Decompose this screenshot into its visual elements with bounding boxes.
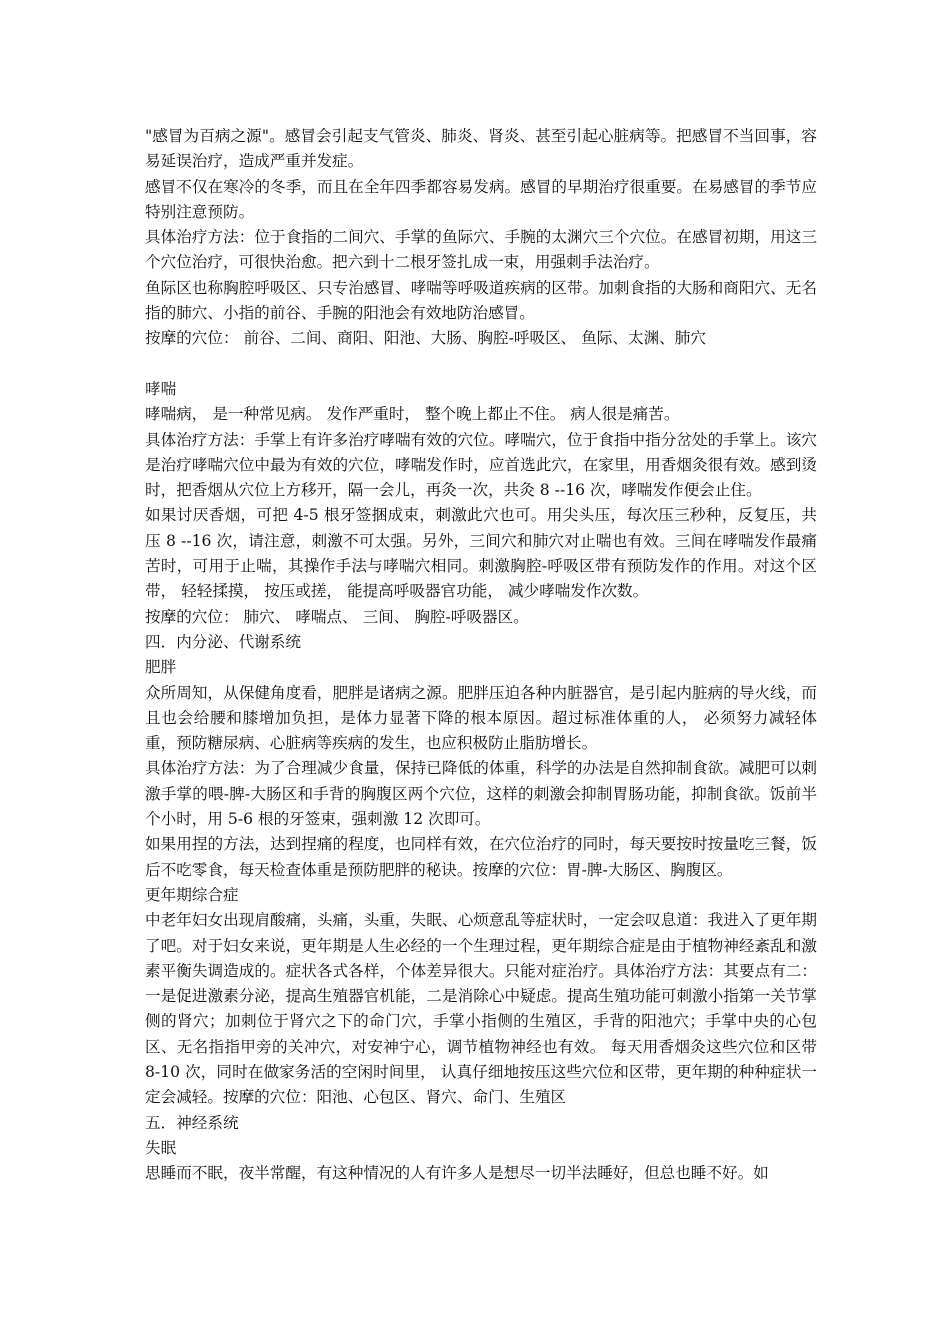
heading-nervous-section: 五．神经系统 — [145, 1113, 239, 1132]
paragraph-cold-treatment: 具体治疗方法：位于食指的二间穴、手掌的鱼际穴、手腕的太渊穴三个穴位。在感冒初期，用这三个穴位治疗，可很快治愈。把六到十二根牙签扎成一束，用强刺手法治疗。 — [145, 228, 817, 272]
paragraph-menopause: 中老年妇女出现肩酸痛，头痛，头重，失眠、心烦意乱等症状时，一定会叹息道：我进入了更年期了吧。对于妇女来说，更年期是人生必经的一个生理过程，更年期综合症是由于植物神经紊乱和激素平衡失调造成的。症状各式各样，个体差异很大。只能对症治疗。具体治疗方法：其要点有二：一是促进激素分泌，提高生殖器官机能，二是消除心中疑虑。提高生殖功能可刺激小指第一关节掌侧的肾穴；加刺位于肾穴之下的命门穴，手掌小指侧的生殖区，手背的阳池穴；手掌中央的心包区、无名指指甲旁的关冲穴，对安神宁心，调节植物神经也有效。 每天用香烟灸这些穴位和区带 8-10 次，同时在做家务活的空闲时间里， 认真仔细地按压这些穴位和区带，更年期的种种症状一定会减轻。按摩的穴位：阳池、心包区、肾穴、命门、生殖区 — [145, 911, 817, 1107]
paragraph-asthma-treatment: 具体治疗方法：手掌上有许多治疗哮喘有效的穴位。哮喘穴，位于食指中指分岔处的手掌上。该穴是治疗哮喘穴位中最为有效的穴位，哮喘发作时，应首选此穴，在家里，用香烟灸很有效。感到烫时，把香烟从穴位上方移开，隔一会儿，再灸一次，共灸 8 --16 次，哮喘发作便会止住。 — [145, 430, 817, 500]
paragraph-obesity-treatment: 具体治疗方法：为了合理减少食量，保持已降低的体重，科学的办法是自然抑制食欲。减肥可以刺激手掌的喂-脾-大肠区和手背的胸腹区两个穴位，这样的刺激会抑制胃肠功能，抑制食欲。饭前半个小时，用 5-6 根的牙签束，强刺激 12 次即可。 — [145, 759, 817, 829]
paragraph-cold-points: 按摩的穴位： 前谷、二间、商阳、阳池、大肠、胸腔-呼吸区、 鱼际、太渊、肺穴 — [145, 329, 706, 348]
paragraph-insomnia-intro: 思睡而不眠，夜半常醒，有这种情况的人有许多人是想尽一切半法睡好，但总也睡不好。如 — [145, 1164, 769, 1183]
paragraph-cold-fish-area: 鱼际区也称胸腔呼吸区、只专治感冒、哮喘等呼吸道疾病的区带。加刺食指的大肠和商阳穴、无名指的肺穴、小指的前谷、手腕的阳池会有效地防治感冒。 — [145, 278, 817, 323]
heading-asthma: 哮喘 — [145, 379, 177, 398]
heading-endocrine-section: 四．内分泌、代谢系统 — [145, 632, 301, 651]
paragraph-cold-seasons: 感冒不仅在寒冷的冬季，而且在全年四季都容易发病。感冒的早期治疗很重要。在易感冒的季节应特别注意预防。 — [145, 177, 817, 221]
paragraph-obesity-pinch: 如果用捏的方法，达到捏痛的程度，也同样有效，在穴位治疗的同时，每天要按时按量吃三餐，饭后不吃零食，每天检查体重是预防肥胖的秘诀。按摩的穴位：胃-脾-大肠区、胸腹区。 — [145, 835, 817, 879]
document-page — [145, 124, 817, 1186]
paragraph-asthma-points: 按摩的穴位： 肺穴、 哮喘点、 三间、 胸腔-呼吸器区。 — [145, 607, 529, 626]
paragraph-obesity-intro: 众所周知，从保健角度看，肥胖是诸病之源。肥胖压迫各种内脏器官，是引起内脏病的导火线，而且也会给腰和膝增加负担，是体力显著下降的根本原因。超过标准体重的人， 必须努力减轻体重，预防糖尿病、心脏病等疾病的发生，也应积极防止脂肪增长。 — [145, 683, 817, 753]
paragraph-asthma-intro: 哮喘病， 是一种常见病。 发作严重时， 整个晚上都止不住。 病人很是痛苦。 — [145, 405, 680, 424]
heading-insomnia: 失眠 — [145, 1138, 177, 1157]
heading-obesity: 肥胖 — [145, 658, 177, 677]
paragraph-cold-intro: "感冒为百病之源"。感冒会引起支气管炎、肺炎、肾炎、甚至引起心脏病等。把感冒不当回事，容易延误治疗，造成严重并发症。 — [145, 127, 817, 171]
heading-menopause: 更年期综合症 — [145, 885, 239, 904]
paragraph-asthma-toothpicks: 如果讨厌香烟，可把 4-5 根牙签捆成束，刺激此穴也可。用尖头压，每次压三秒种，反复压，共压 8 --16 次，请注意，刺激不可太强。另外，三间穴和肺穴对止喘也有效。三间在哮喘发作最痛苦时，可用于止喘，其操作手法与哮喘穴相同。刺激胸腔-呼吸区带有预防发作的作用。对这个区带， 轻轻揉摸， 按压或搓， 能提高呼吸器官功能， 减少哮喘发作次数。 — [145, 506, 817, 601]
blank-line — [145, 352, 817, 377]
